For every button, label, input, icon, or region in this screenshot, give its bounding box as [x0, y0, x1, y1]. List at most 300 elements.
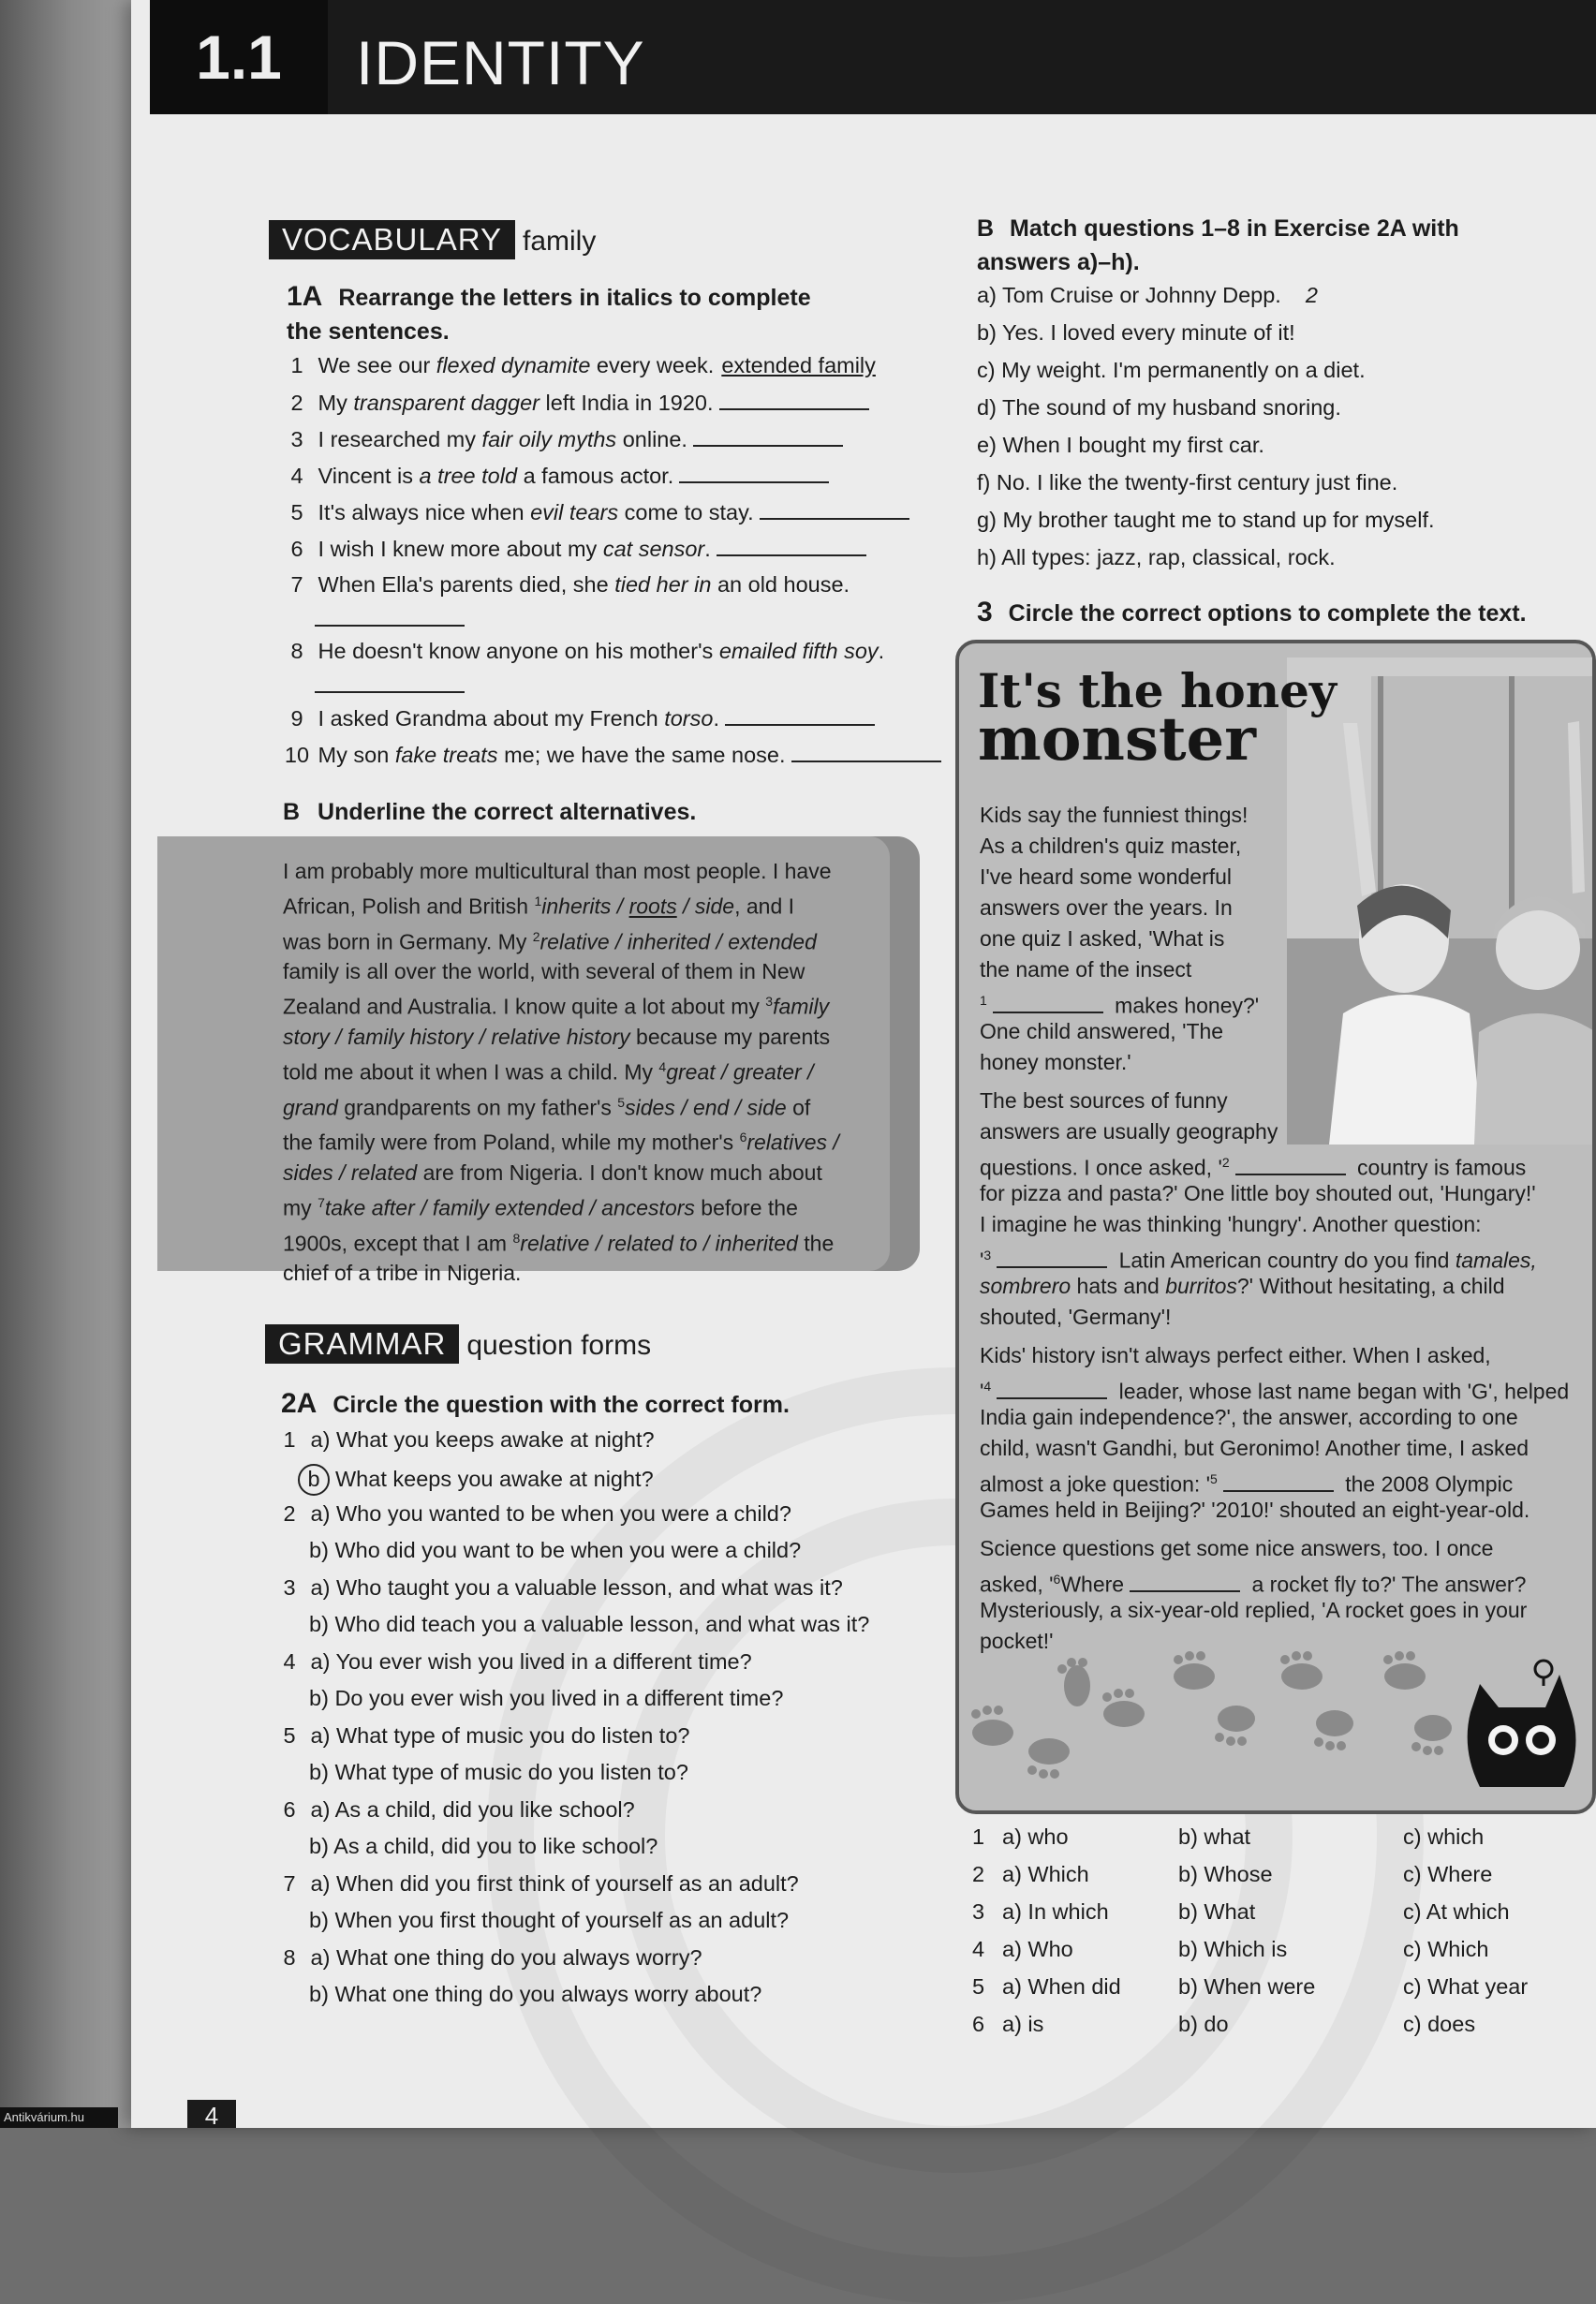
gap-number: 4	[983, 1379, 992, 1394]
exercise-instruction: answers a)–h).	[977, 249, 1140, 275]
sentence-item	[282, 463, 829, 489]
ex3-heading	[977, 597, 1527, 628]
option-b: b) When were	[1178, 1974, 1316, 1999]
text-run: India gain independence?', the answer, according to one	[980, 1405, 1518, 1429]
text-line	[980, 1047, 1131, 1078]
option-number: 1	[972, 1824, 985, 1849]
item-number: 5	[290, 500, 303, 524]
text-line	[980, 1495, 1530, 1526]
item-number: 8	[290, 639, 303, 663]
question-text: As a child, did you to like school?	[333, 1834, 658, 1858]
question-option-b	[309, 1538, 801, 1563]
option-label: h)	[977, 545, 1002, 569]
sentence-item	[282, 499, 909, 525]
option-number: 3	[972, 1899, 985, 1924]
sentence-text: I wish I knew more about my	[312, 537, 603, 561]
sentence-item	[282, 390, 869, 416]
question-text: Who you wanted to be when you were a child?	[335, 1501, 791, 1526]
ex1b-heading	[283, 799, 696, 826]
scrambled-words: fair oily myths	[481, 427, 617, 451]
sentence-text: He doesn't know anyone on his mother's	[312, 639, 719, 663]
sentence-item	[282, 353, 876, 378]
scrambled-words: emailed fifth soy	[718, 639, 879, 663]
question-text: What type of music you do listen to?	[335, 1723, 690, 1748]
exercise-letter: B	[977, 215, 995, 242]
text-run: my	[283, 1195, 318, 1220]
unit-number: 1.1	[150, 0, 328, 114]
text-line	[283, 986, 882, 1022]
text-run: questions. I once asked, '	[980, 1155, 1222, 1180]
answer-blank	[679, 463, 829, 483]
question-option-a	[274, 1723, 689, 1749]
alternatives-text	[283, 856, 882, 1288]
exercise-number: 2A	[281, 1388, 318, 1419]
answer-option	[977, 508, 1435, 533]
text-run: told me about it when I was a child. My	[283, 1059, 659, 1085]
item-number: 7	[290, 572, 303, 597]
option-label: b)	[309, 1834, 334, 1858]
gap-number: 1	[534, 894, 542, 908]
alternatives: story / family history / relative history	[283, 1024, 630, 1049]
text-run: a rocket fly to?' The answer?	[1246, 1572, 1527, 1597]
alternatives: relatives /	[746, 1130, 839, 1155]
text-run: shouted, 'Germany'!	[980, 1305, 1172, 1329]
answer-text: All types: jazz, rap, classical, rock.	[1001, 545, 1336, 569]
text-line	[980, 1595, 1527, 1626]
text-line	[283, 1052, 882, 1087]
text-line	[980, 1271, 1505, 1302]
book-spine	[0, 0, 131, 2128]
gap-number: 5	[617, 1094, 626, 1110]
answer-option	[977, 320, 1295, 346]
option-a: a) is	[1002, 2012, 1044, 2036]
text-line	[283, 1022, 882, 1052]
answer-option	[977, 358, 1366, 383]
option-a: a) who	[1002, 1824, 1069, 1849]
question-option-a	[274, 1797, 635, 1823]
question-text: What keeps you awake at night?	[335, 1467, 654, 1491]
option-number: 4	[972, 1937, 985, 1961]
sentence-text: an old house.	[711, 572, 850, 597]
sentence-text: When Ella's parents died, she	[312, 572, 615, 597]
text-line	[283, 1223, 882, 1259]
option-label: a)	[304, 1945, 336, 1970]
answer-text: No. I like the twenty-first century just fine.	[996, 470, 1398, 495]
text-run: honey monster.'	[980, 1050, 1131, 1074]
gap-number: 3	[765, 994, 774, 1010]
option-a: a) Who	[1002, 1937, 1073, 1961]
text-line	[283, 956, 882, 986]
option-c: c) which	[1403, 1824, 1485, 1849]
answer-option	[977, 283, 1318, 308]
text-run: I imagine he was thinking 'hungry'. Another question:	[980, 1212, 1482, 1236]
vocabulary-heading	[269, 220, 596, 259]
text-line	[980, 954, 1191, 985]
text-run: the 2008 Olympic	[1338, 1471, 1514, 1497]
answer-option	[977, 545, 1336, 570]
handwritten-answer: 2	[1305, 283, 1318, 307]
option-number: 2	[972, 1862, 985, 1886]
title-line-1: It's the honey	[978, 663, 1337, 718]
sentence-text: I researched my	[312, 427, 482, 451]
option-label: b)	[309, 1982, 335, 2006]
option-label: a)	[304, 1649, 336, 1674]
circled-answer: b	[298, 1464, 330, 1496]
text-run: , and I	[734, 894, 795, 919]
text-run: I've heard some wonderful	[980, 864, 1233, 889]
option-label: a)	[304, 1427, 336, 1452]
sentence-item	[282, 742, 941, 768]
scrambled-words: fake treats	[394, 743, 498, 767]
answer-blank	[717, 536, 866, 556]
question-text: What one thing do you always worry about?	[334, 1982, 762, 2006]
item-number: 2	[283, 1501, 296, 1526]
alternatives: family	[773, 994, 830, 1019]
text-run: Games held in Beijing?' '2010!' shouted an eight-year-old.	[980, 1498, 1530, 1522]
text-line	[283, 1158, 882, 1188]
item-number: 3	[283, 1575, 296, 1600]
text-run: the family were from Poland, while my mother's	[283, 1130, 740, 1155]
question-option-b	[309, 1908, 789, 1933]
answer-blank	[791, 742, 941, 762]
question-option-a	[274, 1501, 791, 1527]
answer-text: The sound of my husband snoring.	[1002, 395, 1341, 420]
scrambled-words: torso	[664, 706, 714, 731]
option-c: c) Where	[1403, 1862, 1493, 1886]
text-line	[283, 1087, 882, 1123]
text-run: for pizza and pasta?' One little boy shouted out, 'Hungary!'	[980, 1181, 1536, 1205]
text-run: Zealand and Australia. I know quite a lot about my	[283, 994, 766, 1019]
text-line	[283, 886, 882, 922]
italic-word: burritos	[1165, 1274, 1237, 1298]
section-sub: question forms	[466, 1330, 652, 1361]
option-label: b)	[309, 1686, 335, 1710]
sentence-item	[282, 572, 850, 598]
grammar-heading	[265, 1324, 651, 1364]
exercise-instruction: Match questions 1–8 in Exercise 2A with	[1010, 215, 1459, 242]
text-line	[980, 831, 1241, 862]
question-option-b	[309, 1982, 761, 2007]
alternatives: take after / family extended / ancestors	[324, 1195, 695, 1220]
text-line	[980, 1016, 1223, 1047]
sentence-item	[282, 639, 884, 664]
scrambled-words: cat sensor	[602, 537, 705, 561]
answer-text: Yes. I loved every minute of it!	[1002, 320, 1295, 345]
question-option-a	[274, 1945, 702, 1971]
alternatives: inherits /	[541, 894, 629, 919]
text-run: of	[786, 1095, 811, 1120]
item-number: 2	[290, 391, 303, 415]
option-b: b) do	[1178, 2012, 1229, 2036]
gap-number: 7	[318, 1194, 325, 1210]
option-label: b)	[309, 1612, 335, 1636]
question-option-b	[309, 1686, 783, 1711]
question-text: Who taught you a valuable lesson, and what was it?	[335, 1575, 843, 1600]
item-number: 7	[283, 1871, 296, 1896]
option-number: 6	[972, 2012, 985, 2036]
italic-word: tamales,	[1455, 1248, 1537, 1273]
text-line	[283, 856, 882, 886]
text-run: Mysteriously, a six-year-old replied, 'A rocket goes in your	[980, 1598, 1528, 1622]
quote-mark: '	[980, 1379, 984, 1404]
text-run: African, Polish and British	[283, 894, 535, 919]
question-option-b	[298, 1464, 654, 1496]
text-run: the name of the insect	[980, 957, 1192, 982]
sentence-item	[282, 426, 843, 452]
option-label: g)	[977, 508, 1003, 532]
option-b: b) What	[1178, 1899, 1256, 1924]
text-line	[980, 1209, 1482, 1240]
sentence-text: .	[878, 639, 885, 663]
text-run: country is famous	[1351, 1155, 1527, 1180]
question-option-b	[309, 1760, 688, 1785]
answer-text: My brother taught me to stand up for myself.	[1002, 508, 1435, 532]
option-a: a) Which	[1002, 1862, 1089, 1886]
gap-number: 6	[739, 1130, 747, 1145]
sentence-text: me; we have the same nose.	[497, 743, 786, 767]
option-a: a) In which	[1002, 1899, 1109, 1924]
option-c: c) does	[1403, 2012, 1476, 2036]
option-label: b)	[309, 1538, 335, 1562]
quote-mark: '	[980, 1248, 984, 1273]
question-text: What one thing do you always worry?	[335, 1945, 702, 1970]
text-run: As a children's quiz master,	[980, 834, 1242, 858]
answer-blank	[997, 1248, 1107, 1268]
option-label: c)	[977, 358, 1002, 382]
item-number: 4	[283, 1649, 296, 1674]
question-option-a	[274, 1575, 843, 1601]
question-option-a	[274, 1427, 655, 1453]
option-c: c) At which	[1403, 1899, 1510, 1924]
alternatives: relative / inherited / extended	[539, 929, 817, 954]
text-run: one quiz I asked, 'What is	[980, 926, 1225, 951]
answer-option	[977, 470, 1397, 495]
question-text: When you first thought of yourself as an adult?	[334, 1908, 790, 1932]
answer-blank	[315, 606, 465, 627]
text-line	[980, 923, 1224, 954]
answer-blank	[725, 705, 875, 726]
text-line	[980, 862, 1232, 893]
gap-number: 2	[1221, 1155, 1230, 1170]
sentence-text: every week.	[590, 353, 715, 377]
exercise-number: 1A	[287, 281, 323, 312]
option-label: e)	[977, 433, 1003, 457]
monster-icon	[1461, 1656, 1583, 1796]
exercise-instruction: Rearrange the letters in italics to complete	[338, 285, 811, 311]
text-run: I am probably more multicultural than most people. I have	[283, 859, 832, 883]
item-number: 5	[283, 1723, 296, 1748]
gap-number: 5	[1210, 1471, 1218, 1486]
answer-option	[977, 395, 1341, 421]
exercise-instruction: the sentences.	[287, 318, 450, 345]
answer-blank	[719, 390, 869, 410]
question-option-a	[274, 1871, 799, 1897]
question-text: Who did you want to be when you were a child?	[334, 1538, 802, 1562]
option-b: b) Whose	[1178, 1862, 1273, 1886]
alternatives: sides / related	[283, 1159, 418, 1185]
gap-number: 3	[983, 1248, 992, 1263]
option-label: b)	[977, 320, 1002, 345]
text-run: are from Nigeria. I don't know much about	[417, 1159, 822, 1185]
exercise-instruction: Circle the question with the correct form.	[332, 1392, 790, 1418]
alternatives: great / greater /	[666, 1059, 814, 1085]
text-run: One child answered, 'The	[980, 1019, 1224, 1043]
answer-option	[977, 433, 1264, 458]
option-label: a)	[977, 283, 1002, 307]
item-number: 1	[283, 1427, 296, 1452]
item-number: 3	[290, 427, 303, 451]
alternatives: / side	[676, 894, 735, 919]
question-option-b	[309, 1834, 658, 1859]
option-label: a)	[304, 1575, 336, 1600]
answer-blank	[315, 672, 465, 693]
scrambled-words: a tree told	[419, 464, 518, 488]
answer-text: Tom Cruise or Johnny Depp.	[1002, 283, 1281, 307]
scrambled-words: flexed dynamite	[436, 353, 591, 377]
sentence-text: It's always nice when	[312, 500, 531, 524]
unit-title: IDENTITY	[356, 28, 645, 97]
answer-blank	[1223, 1471, 1334, 1492]
section-label: VOCABULARY	[269, 220, 515, 259]
sentence-text: left India in 1920.	[539, 391, 714, 415]
option-label: a)	[304, 1501, 336, 1526]
answer-blank	[693, 426, 843, 447]
text-run: family is all over the world, with several of them in New	[283, 959, 805, 984]
text-run: Latin American country do you find	[1113, 1248, 1456, 1273]
answer-text: My weight. I'm permanently on a diet.	[1001, 358, 1366, 382]
section-sub: family	[522, 226, 597, 257]
item-number: 6	[283, 1797, 296, 1822]
text-line	[283, 922, 882, 957]
text-line	[283, 1122, 882, 1158]
option-c: c) Which	[1403, 1937, 1489, 1961]
option-label: a)	[304, 1723, 336, 1748]
title-line-2: monster	[978, 704, 1256, 775]
sentence-text: .	[704, 537, 711, 561]
question-text: Do you ever wish you lived in a different time?	[334, 1686, 784, 1710]
answer-blank	[993, 993, 1103, 1013]
text-line	[980, 1433, 1529, 1464]
option-b: b) what	[1178, 1824, 1251, 1849]
ex2a-heading	[281, 1388, 790, 1420]
text-run: answers are usually geography	[980, 1119, 1278, 1144]
text-run: ?' Without hesitating, a child	[1236, 1274, 1505, 1298]
text-line	[980, 1116, 1278, 1147]
question-text: As a child, did you like school?	[334, 1797, 635, 1822]
example-answer: extended family	[721, 353, 876, 377]
gap-number: 8	[512, 1230, 521, 1246]
text-run: the	[797, 1231, 835, 1256]
text-run: because my parents	[629, 1024, 831, 1049]
question-text: Who did teach you a valuable lesson, and what was it?	[334, 1612, 870, 1636]
option-label: a)	[304, 1871, 336, 1896]
item-number: 6	[290, 537, 303, 561]
text-run: Where	[1060, 1572, 1125, 1597]
text-run: before the	[694, 1195, 798, 1220]
question-option-b	[309, 1612, 869, 1637]
scrambled-words: tied her in	[614, 572, 712, 597]
scrambled-words: transparent dagger	[353, 391, 539, 415]
text-line	[980, 1402, 1518, 1433]
item-number: 1	[290, 353, 303, 377]
text-run: Kids' history isn't always perfect either. When I asked,	[980, 1343, 1491, 1367]
question-text: When did you first think of yourself as an adult?	[335, 1871, 799, 1896]
italic-word: sombrero	[980, 1274, 1071, 1298]
item-number: 9	[290, 706, 303, 731]
sentence-text: I asked Grandma about my French	[312, 706, 665, 731]
exercise-letter: B	[283, 799, 301, 825]
sentence-item	[282, 536, 866, 562]
question-text: You ever wish you lived in a different time?	[335, 1649, 752, 1674]
option-label: a)	[304, 1797, 335, 1822]
item-number: 8	[283, 1945, 296, 1970]
text-run: grandparents on my father's	[337, 1095, 618, 1120]
exercise-number: 3	[977, 597, 993, 628]
option-b: b) Which is	[1178, 1937, 1288, 1961]
option-label: f)	[977, 470, 997, 495]
text-run: chief of a tribe in Nigeria.	[283, 1261, 522, 1286]
text-run: child, wasn't Gandhi, but Geronimo! Another time, I asked	[980, 1436, 1530, 1460]
sentence-text: We see our	[312, 353, 436, 377]
text-run: asked, '	[980, 1572, 1054, 1597]
question-option-a	[274, 1649, 752, 1675]
gap-number: 4	[658, 1058, 667, 1074]
text-run: was born in Germany. My	[283, 929, 533, 954]
text-run: Kids say the funniest things!	[980, 803, 1249, 827]
answer-blank-line	[309, 672, 465, 699]
sentence-text: My	[312, 391, 354, 415]
answer-blank	[1235, 1155, 1346, 1175]
text-run: makes honey?'	[1108, 993, 1260, 1018]
scrambled-words: evil tears	[530, 500, 619, 524]
section-label: GRAMMAR	[265, 1324, 459, 1364]
sentence-text: Vincent is	[312, 464, 420, 488]
item-number: 10	[284, 743, 310, 767]
answer-blank	[1130, 1572, 1240, 1592]
text-line	[980, 1086, 1228, 1116]
page-number: 4	[187, 2100, 236, 2128]
sentence-text: online.	[616, 427, 687, 451]
text-line	[980, 1533, 1493, 1564]
sentence-item	[282, 705, 875, 731]
article-title	[978, 663, 1337, 775]
question-text: What you keeps awake at night?	[335, 1427, 655, 1452]
item-number: 4	[290, 464, 303, 488]
text-line	[980, 1626, 1054, 1657]
ex1a-heading	[287, 281, 811, 313]
text-run: 1900s, except that I am	[283, 1231, 513, 1256]
text-run: leader, whose last name began with 'G', helped	[1113, 1379, 1570, 1404]
answer-text: When I bought my first car.	[1002, 433, 1264, 457]
text-run: The best sources of funny	[980, 1088, 1228, 1113]
text-run: pocket!'	[980, 1629, 1054, 1653]
sentence-text: .	[713, 706, 719, 731]
option-number: 5	[972, 1974, 985, 1999]
sentence-text: My son	[312, 743, 395, 767]
sentence-text: come to stay.	[618, 500, 754, 524]
sentence-text: a famous actor.	[517, 464, 674, 488]
option-a: a) When did	[1002, 1974, 1121, 1999]
alternatives: sides / end / side	[625, 1095, 787, 1120]
text-run: hats and	[1071, 1274, 1166, 1298]
underlined-answer: roots	[628, 894, 677, 919]
text-run: answers over the years. In	[980, 895, 1233, 920]
option-label: b)	[309, 1760, 335, 1784]
gap-number: 6	[1053, 1572, 1061, 1587]
question-text: What type of music do you listen to?	[334, 1760, 688, 1784]
answer-blank-line	[309, 606, 465, 632]
text-line	[980, 1302, 1171, 1333]
